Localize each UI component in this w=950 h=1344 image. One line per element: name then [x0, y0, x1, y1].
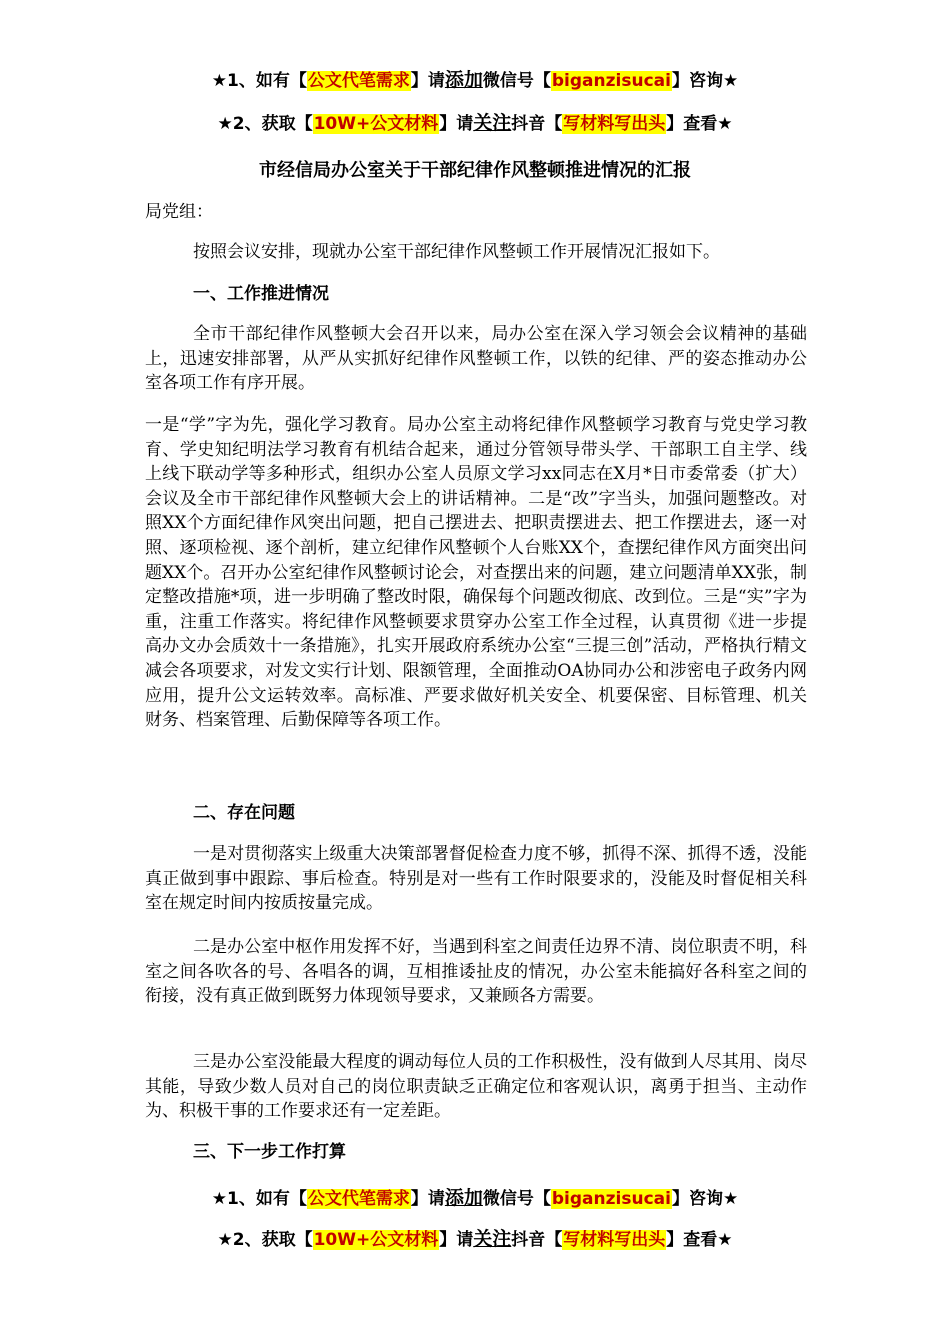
banner-bottom-line-2: [0, 1227, 950, 1252]
banner-text: ★1、如有【: [211, 1189, 307, 1209]
banner-text: 】请: [410, 1189, 445, 1209]
banner-text: 抖音【: [511, 1230, 563, 1250]
banner-highlight: 10W+公文材料: [313, 1230, 439, 1250]
banner-underlined: 关注: [473, 1228, 512, 1250]
intro-paragraph: 按照会议安排，现就办公室干部纪律作风整顿工作开展情况汇报如下。: [193, 242, 720, 262]
banner-text: 微信号【: [482, 71, 551, 91]
banner-text: 】请: [439, 114, 474, 134]
banner-underlined: 关注: [473, 112, 512, 134]
banner-highlight: biganzisucai: [551, 71, 671, 91]
banner-top-line-2: [0, 111, 950, 136]
banner-highlight: 10W+公文材料: [313, 114, 439, 134]
section-heading-1: 一、工作推进情况: [193, 284, 329, 304]
banner-text: ★2、获取【: [217, 114, 313, 134]
banner-highlight: 写材料写出头: [563, 114, 666, 134]
section1-paragraph-1: 全市干部纪律作风整顿大会召开以来，局办公室在深入学习领会会议精神的基础上，迅速安排部署，从严从实抓好纪律作风整顿工作，以铁的纪律、严的姿态推动办公室各项工作有序开展。: [145, 324, 807, 394]
section2-paragraph-1: 一是对贯彻落实上级重大决策部署督促检查力度不够，抓得不深、抓得不透，没能真正做到事中跟踪、事后检查。特别是对一些有工作时限要求的，没能及时督促相关科室在规定时间内按质按量完成。: [145, 844, 807, 914]
section2-paragraph-2: 二是办公室中枢作用发挥不好，当遇到科室之间责任边界不清、岗位职责不明，科室之间各吹各的号、各唱各的调，互相推诿扯皮的情况，办公室未能搞好各科室之间的衔接，没有真正做到既努力体现领导要求，又兼顾各方需要。: [145, 937, 807, 1007]
banner-text: 】查看★: [666, 114, 733, 134]
section1-paragraph-2: 一是“学”字为先，强化学习教育。局办公室主动将纪律作风整顿学习教育与党史学习教育、学史知纪明法学习教育有机结合起来，通过分管领导带头学、干部职工自主学、线上线下联动学等多种形式，组织办公室人员原文学习xx同志在X月*日市委常委（扩大）会议及全市干部纪律作风整顿大会上的讲话精神。二是“改”字当头，加强问题整改。对照XX个方面纪律作风突出问题，把自己摆进去、把职责摆进去、把工作摆进去，逐一对照、逐项检视、逐个剖析，建立纪律作风整顿个人台账XX个，查摆纪律作风方面突出问题XX个。召开办公室纪律作风整顿讨论会，对查摆出来的问题，建立问题清单XX张，制定整改措施*项，进一步明确了整改时限，确保每个问题改彻底、改到位。三是“实”字为重，注重工作落实。将纪律作风整顿要求贯穿办公室工作全过程，认真贯彻《进一步提高办文办会质效十一条措施》，扎实开展政府系统办公室“三提三创”活动，严格执行精文减会各项要求，对发文实行计划、限额管理，全面推动OA协同办公和涉密电子政务内网应用，提升公文运转效率。高标准、严要求做好机关安全、机要保密、目标管理、机关财务、档案管理、后勤保障等各项工作。: [145, 415, 807, 731]
banner-underlined: 添加: [444, 1187, 483, 1209]
banner-text: ★2、获取【: [217, 1230, 313, 1250]
banner-text: 】查看★: [666, 1230, 733, 1250]
banner-top-line-1: [0, 68, 950, 93]
banner-text: 】咨询★: [671, 71, 739, 91]
banner-highlight: 公文代笔需求: [307, 71, 410, 91]
banner-text: 】请: [439, 1230, 474, 1250]
banner-highlight: biganzisucai: [551, 1189, 671, 1209]
banner-highlight: 公文代笔需求: [307, 1189, 410, 1209]
section-heading-2: 二、存在问题: [193, 803, 295, 823]
banner-text: 微信号【: [482, 1189, 551, 1209]
banner-bottom-line-1: [0, 1186, 950, 1211]
banner-text: 抖音【: [511, 114, 563, 134]
banner-text: ★1、如有【: [211, 71, 307, 91]
document-title: 市经信局办公室关于干部纪律作风整顿推进情况的汇报: [259, 160, 691, 181]
salutation: 局党组：: [145, 202, 213, 222]
banner-text: 】咨询★: [671, 1189, 739, 1209]
section-heading-3: 三、下一步工作打算: [193, 1142, 346, 1162]
section2-paragraph-3: 三是办公室没能最大程度的调动每位人员的工作积极性，没有做到人尽其用、岗尽其能，导致少数人员对自己的岗位职责缺乏正确定位和客观认识，离勇于担当、主动作为、积极干事的工作要求还有一定差距。: [145, 1052, 807, 1122]
banner-text: 】请: [410, 71, 445, 91]
banner-highlight: 写材料写出头: [563, 1230, 666, 1250]
banner-underlined: 添加: [444, 69, 483, 91]
